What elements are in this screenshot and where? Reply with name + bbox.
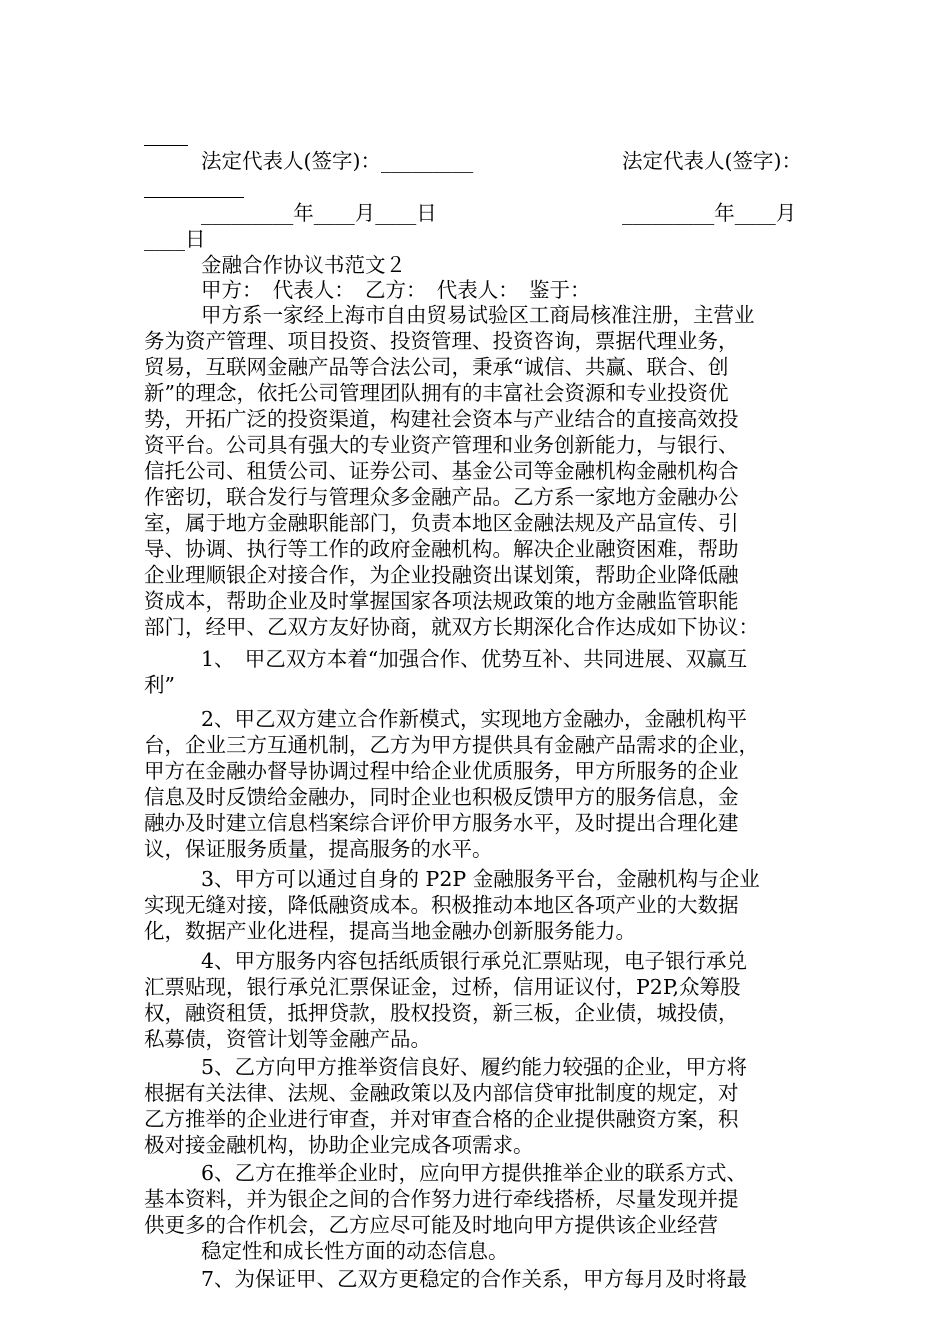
clause-1-line: 1、 甲乙双方本着“加强合作、优势互补、共同进展、双赢互 [201, 647, 748, 671]
clause-1-line: 利” [144, 673, 175, 697]
party-b-date: _________年____月 [622, 201, 797, 225]
clause-4-line: 私募债，资管计划等金融产品。 [144, 1027, 431, 1051]
paragraph-line: 部门，经甲、乙双方友好协商，就双方长期深化合作达成如下协议： [144, 615, 759, 639]
clause-5-line: 5、乙方向甲方推举资信良好、履约能力较强的企业，甲方将 [201, 1055, 748, 1079]
blank-line [144, 145, 188, 146]
clause-5-line: 极对接金融机构，协助企业完成各项需求。 [144, 1133, 534, 1157]
clause-3-line: 实现无缝对接，降低融资成本。积极推动本地区各项产业的大数据 [144, 893, 739, 917]
paragraph-line: 信托公司、租赁公司、证券公司、基金公司等金融机构金融机构合 [144, 459, 739, 483]
paragraph-line: 企业理顺银企对接合作，为企业投融资出谋划策，帮助企业降低融 [144, 563, 739, 587]
paragraph-line: 作密切，联合发行与管理众多金融产品。乙方系一家地方金融办公 [144, 485, 739, 509]
clause-3-line: 化，数据产业化进程，提高当地金融办创新服务能力。 [144, 919, 636, 943]
paragraph-line: 新”的理念，依托公司管理团队拥有的丰富社会资源和专业投资优 [144, 381, 729, 405]
paragraph-line: 势，开拓广泛的投资渠道，构建社会资本与产业结合的直接高效投 [144, 407, 739, 431]
clause-4-line: 权，融资租赁，抵押贷款，股权投资，新三板，企业债，城投债， [144, 1001, 739, 1025]
paragraph-line: 资平台。公司具有强大的专业资产管理和业务创新能力，与银行、 [144, 433, 739, 457]
party-b-date-day: ____日 [144, 227, 206, 251]
clause-6-line: 基本资料，并为银企之间的合作努力进行牵线搭桥，尽量发现并提 [144, 1187, 739, 1211]
paragraph-line: 务为资产管理、项目投资、投资管理、投资咨询，票据代理业务， [144, 329, 739, 353]
document-title: 金融合作协议书范文２ [201, 253, 406, 277]
paragraph-line: 导、协调、执行等工作的政府金融机构。解决企业融资困难，帮助 [144, 537, 739, 561]
paragraph-line: 甲方系一家经上海市自由贸易试验区工商局核准注册，主营业 [201, 303, 755, 327]
clause-2-line: 融办及时建立信息档案综合评价甲方服务水平，及时提出合理化建 [144, 811, 739, 835]
clause-3-line: 3、甲方可以通过自身的 P2P 金融服务平台，金融机构与企业 [201, 867, 760, 891]
clause-6-line: 6、乙方在推举企业时，应向甲方提供推举企业的联系方式、 [201, 1161, 748, 1185]
party-a-date: _________年____月____日 [201, 201, 437, 225]
clause-2-line: 2、甲乙双方建立合作新模式，实现地方金融办，金融机构平 [201, 707, 748, 731]
parties-line: 甲方： 代表人： 乙方： 代表人： 鉴于： [201, 278, 591, 302]
clause-2-line: 议，保证服务质量，提高服务的水平。 [144, 837, 493, 861]
paragraph-line: 室，属于地方金融职能部门，负责本地区金融法规及产品宣传、引 [144, 511, 739, 535]
paragraph-line: 贸易，互联网金融产品等合法公司，秉承“诚信、共赢、联合、创 [144, 355, 729, 379]
paragraph-line: 资成本，帮助企业及时掌握国家各项法规政策的地方金融监管职能 [144, 589, 739, 613]
blank-line [144, 197, 244, 198]
clause-5-line: 乙方推举的企业进行审查，并对审查合格的企业提供融资方案，积 [144, 1107, 739, 1131]
clause-6-line: 稳定性和成长性方面的动态信息。 [201, 1239, 509, 1263]
clause-4-line: 汇票贴现，银行承兑汇票保证金，过桥，信用证议付，P2P,众筹股 [144, 975, 741, 999]
clause-2-line: 台，企业三方互通机制，乙方为甲方提供具有金融产品需求的企业， [144, 733, 759, 757]
clause-6-line: 供更多的合作机会，乙方应尽可能及时地向甲方提供该企业经营 [144, 1213, 718, 1237]
clause-7-line: 7、为保证甲、乙双方更稳定的合作关系，甲方每月及时将最 [201, 1267, 748, 1291]
clause-2-line: 信息及时反馈给金融办，同时企业也积极反馈甲方的服务信息，金 [144, 785, 739, 809]
party-a-rep-signature: 法定代表人(签字)：_________ [201, 149, 474, 173]
clause-4-line: 4、甲方服务内容包括纸质银行承兑汇票贴现，电子银行承兑 [201, 949, 748, 973]
clause-5-line: 根据有关法律、法规、金融政策以及内部信贷审批制度的规定，对 [144, 1081, 739, 1105]
party-b-rep-signature: 法定代表人(签字)： [622, 149, 802, 173]
clause-2-line: 甲方在金融办督导协调过程中给企业优质服务，甲方所服务的企业 [144, 759, 739, 783]
